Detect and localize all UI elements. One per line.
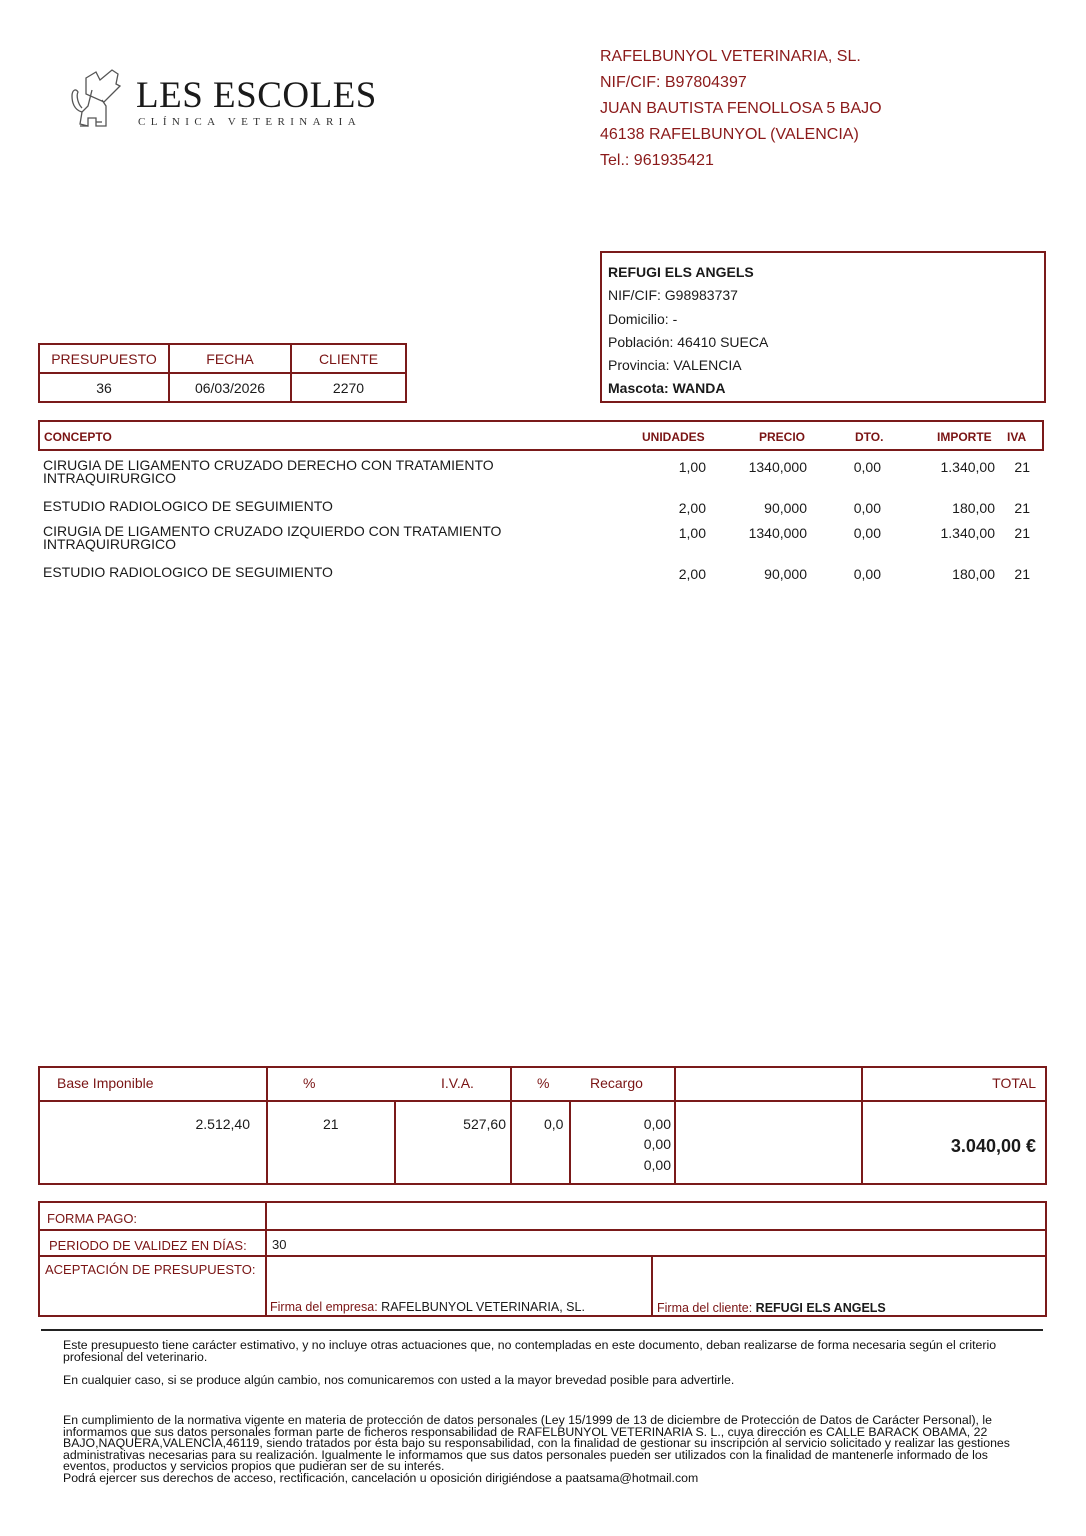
item-concepto: CIRUGIA DE LIGAMENTO CRUZADO DERECHO CON TRATAMIENTO INTRAQUIRURGICO: [43, 457, 494, 486]
recargo-value-3: 0,00: [643, 1157, 671, 1173]
company-info: [600, 44, 882, 174]
header-recargo: Recargo: [590, 1075, 643, 1091]
privacy-notice: En cumplimiento de la normativa vigente en materia de protección de datos personales (Ley 15/1999 de 13 de diciembre de Protección de Datos de Carácter Personal), le informamos que sus datos personales forman parte de ficheros responsabilidad de RAFELBUNYOL VETERINARIA S. L., cuya dirección es CALLE BARACK OBAMA, 22 BAJO,NAQUERA,VALENCIA,46119, siendo tratados por ésta bajo su responsabilidad, con la finalidad de gestionar su inscripción al servicio solicitado y realizar las gestiones administrativas necesarias para su realización. Igualmente le informamos que sus datos personales pueden ser utilizados con la finalidad de mantenerle informado de los eventos, productos y servicios propios que pudieran ser de su interés.: [63, 1413, 1010, 1474]
pct-iva-value: 21: [323, 1116, 339, 1132]
item-concepto: ESTUDIO RADIOLOGICO DE SEGUIMIENTO: [43, 498, 333, 514]
item-concepto: ESTUDIO RADIOLOGICO DE SEGUIMIENTO: [43, 564, 333, 580]
firma-empresa-value: RAFELBUNYOL VETERINARIA, SL.: [381, 1300, 585, 1314]
client-name: REFUGI ELS ANGELS: [608, 264, 754, 280]
firma-cliente-value: REFUGI ELS ANGELS: [755, 1301, 886, 1315]
base-imponible-value: 2.512,40: [195, 1116, 250, 1132]
logo-subtitle: CLÍNICA VETERINARIA: [138, 116, 362, 128]
dog-with-cone-icon: [66, 66, 130, 130]
budget-meta-table: [38, 343, 407, 403]
item-dto: 0,00: [853, 566, 881, 582]
item-importe: 1.340,00: [940, 459, 995, 475]
client-provincia: Provincia: VALENCIA: [608, 357, 742, 374]
header-total: TOTAL: [992, 1075, 1036, 1091]
item-precio: 90,000: [764, 566, 807, 582]
client-number: 2270: [291, 373, 406, 402]
header-base-imponible: Base Imponible: [57, 1075, 154, 1091]
totals-table: [38, 1066, 1047, 1185]
validez-label: PERIODO DE VALIDEZ EN DÍAS:: [49, 1238, 247, 1253]
recargo-value-2: 0,00: [643, 1136, 671, 1152]
client-nif: NIF/CIF: G98983737: [608, 287, 738, 304]
company-nif: NIF/CIF: B97804397: [600, 74, 747, 91]
logo-title: LES ESCOLES: [136, 75, 377, 116]
item-unidades: 1,00: [678, 525, 706, 541]
item-precio: 1340,000: [748, 525, 807, 541]
item-importe: 180,00: [952, 500, 995, 516]
item-precio: 1340,000: [748, 459, 807, 475]
header-fecha: FECHA: [169, 344, 291, 373]
company-name: RAFELBUNYOL VETERINARIA, SL.: [600, 48, 861, 65]
forma-pago-label: FORMA PAGO:: [47, 1211, 138, 1226]
header-iva: I.V.A.: [441, 1075, 474, 1091]
item-importe: 180,00: [952, 566, 995, 582]
item-dto: 0,00: [853, 500, 881, 516]
item-concepto: CIRUGIA DE LIGAMENTO CRUZADO IZQUIERDO CON TRATAMIENTO INTRAQUIRURGICO: [43, 523, 502, 552]
item-unidades: 2,00: [678, 566, 706, 582]
item-iva: 21: [1014, 525, 1030, 541]
budget-number: 36: [39, 373, 169, 402]
disclaimer-estimate: Este presupuesto tiene carácter estimativo, y no incluye otras actuaciones que, no contempladas en este documento, deban realizarse de forma necesaria según el criterio profesional del veterinario.: [63, 1338, 997, 1364]
clinic-logo: [66, 66, 386, 136]
budget-footer-form: [38, 1201, 1047, 1317]
col-iva: IVA: [1007, 430, 1027, 444]
item-unidades: 2,00: [678, 500, 706, 516]
pct-recargo-value: 0,0: [544, 1116, 564, 1132]
recargo-value-1: 0,00: [643, 1116, 671, 1132]
client-mascota: Mascota: WANDA: [608, 380, 726, 397]
client-box: [600, 251, 1046, 403]
header-pct-iva: %: [303, 1075, 316, 1091]
firma-empresa-label: Firma del empresa:: [270, 1300, 378, 1314]
item-iva: 21: [1014, 459, 1030, 475]
footer-divider: [41, 1329, 1043, 1331]
col-dto: DTO.: [855, 430, 884, 444]
company-address: JUAN BAUTISTA FENOLLOSA 5 BAJO: [600, 100, 882, 117]
disclaimer-changes: En cualquier caso, si se produce algún cambio, nos comunicaremos con usted a la mayor brevedad posible para advertirle.: [63, 1373, 735, 1387]
company-city: 46138 RAFELBUNYOL (VALENCIA): [600, 126, 859, 143]
item-dto: 0,00: [853, 525, 881, 541]
firma-cliente: [657, 1301, 886, 1315]
rights-notice: Podrá ejercer sus derechos de acceso, rectificación, cancelación u oposición dirigiéndose a paatsama@hotmail.com: [63, 1471, 699, 1485]
item-dto: 0,00: [853, 459, 881, 475]
client-poblacion: Población: 46410 SUECA: [608, 333, 769, 350]
firma-empresa: [270, 1300, 585, 1314]
header-pct-recargo: %: [537, 1075, 550, 1091]
firma-cliente-label: Firma del cliente:: [657, 1301, 753, 1315]
total-amount: 3.040,00 €: [950, 1136, 1036, 1156]
items-table-header: [38, 420, 1044, 451]
item-importe: 1.340,00: [940, 525, 995, 541]
col-unidades: UNIDADES: [642, 430, 705, 444]
budget-date: 06/03/2026: [169, 373, 291, 402]
item-unidades: 1,00: [678, 459, 706, 475]
item-precio: 90,000: [764, 500, 807, 516]
client-domicilio: Domicilio: -: [608, 310, 678, 327]
validez-value: 30: [272, 1237, 287, 1252]
header-presupuesto: PRESUPUESTO: [39, 344, 169, 373]
col-concepto: CONCEPTO: [44, 430, 112, 444]
company-phone: Tel.: 961935421: [600, 152, 714, 169]
item-iva: 21: [1014, 500, 1030, 516]
col-importe: IMPORTE: [937, 430, 992, 444]
header-cliente: CLIENTE: [291, 344, 406, 373]
aceptacion-label: ACEPTACIÓN DE PRESUPUESTO:: [45, 1262, 256, 1277]
col-precio: PRECIO: [759, 430, 806, 444]
iva-value: 527,60: [463, 1116, 506, 1132]
item-iva: 21: [1014, 566, 1030, 582]
